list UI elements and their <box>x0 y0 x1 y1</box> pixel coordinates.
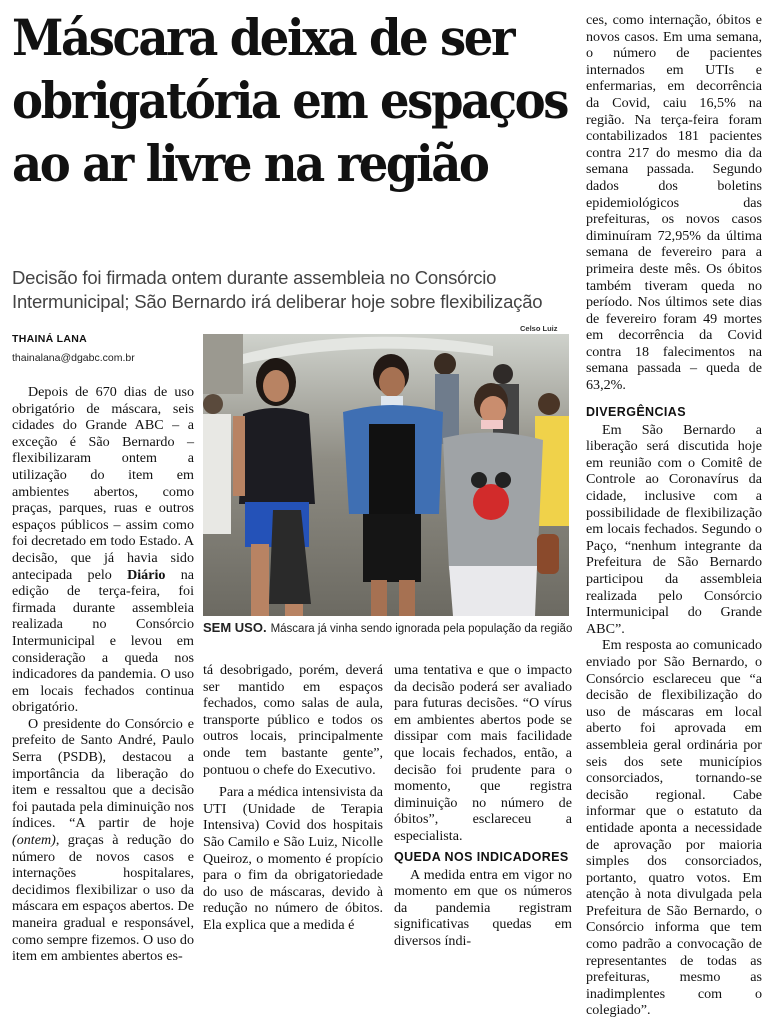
paragraph: O presidente do Consórcio e prefeito de Santo André, Paulo Serra (PSDB), destacou a importância da liberação do item e ressaltou que a decisão foi pautada pela diminuição nos índices. “A partir de hoje (ontem), graças à redução do número de novos casos e internações hospitalares, decidimos flexibilizar o uso da máscara em espaços abertos. De maneira gradual e responsável, como sempre fizemos. O uso do item em ambientes abertos es- <box>12 715 194 965</box>
paragraph: A medida entra em vigor no momento em que os números da pandemia registram significativas quedas em diversos índi- <box>394 866 572 949</box>
article-column-2 <box>203 662 383 943</box>
paragraph: Para a médica intensivista da UTI (Unidade de Terapia Intensiva) Covid dos hospitais São Camilo e São Luiz, Nicolle Queiroz, o momento é propício para o fim da obrigatoriedade do uso de máscaras, devido à redução no número de óbitos. Ela explica que a medida é <box>203 784 383 933</box>
street-photo <box>203 334 569 616</box>
section-heading: QUEDA NOS INDICADORES <box>394 849 569 864</box>
newspaper-name: Diário <box>127 566 166 583</box>
article-column-1 <box>12 384 194 965</box>
paragraph: Em resposta ao comunicado enviado por São Bernardo, o Consórcio esclareceu que “a decisão de flexibilização do uso de máscaras em local aberto foi aprovada em assembleia geral ordinária por seis dos sete municípios consorciados, tornando-se decisão regional. Cabe informar que o estatuto da entidade aponta a necessidade de aprovação por maioria simples dos consorciados, portanto, quatro votos. Em atenção à nota divulgada pela Prefeitura de São Bernardo, o Consórcio informa que tem como padrão a convocação de representantes de todas as prefeituras, mesmo as inadimplentes com o colegiado”. <box>586 637 762 1019</box>
paragraph: uma tentativa e que o impacto da decisão poderá ser avaliado para futuras decisões. “O vírus em ambientes abertos pode se dissipar com mais facilidade que locais fechados, então, a decisão foi prudente para o momento, que registra diminuição no número de óbitos”, esclareceu a especialista. <box>394 662 572 844</box>
headline <box>12 6 568 195</box>
article-column-3 <box>394 662 572 949</box>
photo-illustration <box>203 334 569 616</box>
headline-line-1: Máscara deixa de ser <box>12 8 514 67</box>
paragraph: tá desobrigado, porém, deverá ser mantido em espaços fechados, como salas de aula, transporte público e todos os outros locais, principalmente onde tem bastante gente”, pontuou o chefe do Executivo. <box>203 662 383 778</box>
section-heading: DIVERGÊNCIAS <box>586 404 686 419</box>
headline-line-2: obrigatória em espaços <box>12 71 568 130</box>
subheadline-line-2: Intermunicipal; São Bernardo irá deliberar hoje sobre flexibilização <box>12 291 543 312</box>
caption-text: Máscara já vinha sendo ignorada pela população da região <box>270 623 573 635</box>
italic-note: (ontem) <box>12 832 56 849</box>
paragraph: Depois de 670 dias de uso obrigatório de máscara, seis cidades do Grande ABC – a exceção é São Bernardo – flexibilizaram ontem a utilização do item em ambientes abertos, como praças, parques, ruas e outros espaços públicos – assim como foi decretado em todo Estado. A decisão, que já havia sido antecipada pelo Diário na edição de terça-feira, foi firmada durante assembleia realizada no Consórcio Intermunicipal e levou em consideração a queda nos indicadores da pandemia. O uso em locais fechados continua obrigatório. <box>12 384 194 716</box>
subheadline <box>12 266 582 314</box>
author-byline: THAINÁ LANA <box>12 333 88 345</box>
photo-caption <box>203 620 573 635</box>
paragraph: ces, como internação, óbitos e novos casos. Em uma semana, o número de pacientes internados em UTIs e enfermarias, em decorrência da Covid, caiu 16,5% na região. Na terça-feira foram contabilizados 181 pacientes contra 217 do mesmo dia da semana passada. Segundo dados dos boletins epidemiológicos das prefeituras, os novos casos diminuíram 72,95% da última semana de fevereiro para a primeira deste mês. Os óbitos também tiveram queda no período. Nos últimos sete dias de fevereiro foram 49 mortes em decorrência da Covid contra 18 falecimentos na semana passada – queda de 63,2%. <box>586 12 762 394</box>
paragraph: Em São Bernardo a liberação será discutida hoje em reunião com o Comitê de Controle ao Coronavírus da cidade, inclusive com a possibilidade de flexibilização em locais fechados. Segundo o Paço, “nenhum integrante da Prefeitura de São Bernardo participou da assembleia realizada pelo Consórcio Intermunicipal do Grande ABC”. <box>586 421 762 637</box>
caption-label: SEM USO. <box>203 620 267 635</box>
photo-credit: Celso Luiz <box>520 324 558 333</box>
article-column-4 <box>586 12 762 1019</box>
subheadline-line-1: Decisão foi firmada ontem durante assembleia no Consórcio <box>12 267 497 288</box>
author-email: thainalana@dgabc.com.br <box>12 352 135 364</box>
headline-line-3: ao ar livre na região <box>12 134 488 193</box>
